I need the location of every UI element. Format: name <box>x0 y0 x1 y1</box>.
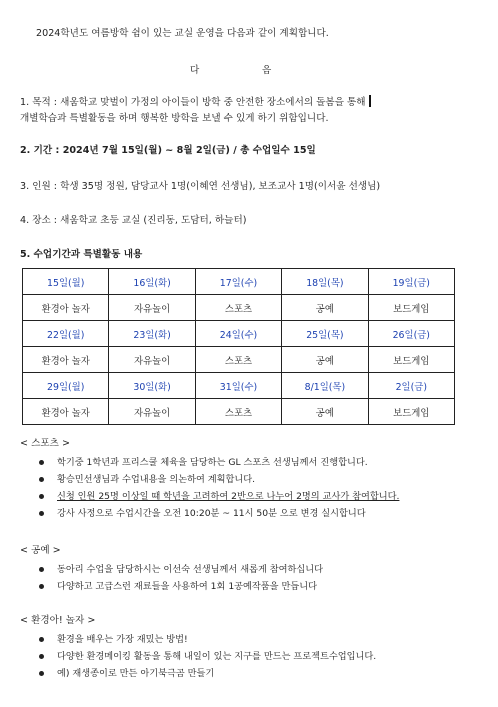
date-cell: 25일(목) <box>282 321 368 347</box>
purpose-line-1-text: 1. 목적 : 새움학교 맞벌이 가정의 아이들이 방학 중 안전한 장소에서의 돌봄을 통해 <box>20 97 366 108</box>
purpose-line-2: 개별학습과 특별활동을 하며 행복한 방학을 보낼 수 있게 하기 위함입니다. <box>20 113 329 124</box>
activity-cell: 보드게임 <box>368 295 454 321</box>
activity-cell: 보드게임 <box>368 399 454 425</box>
table-row-dates <box>23 269 455 295</box>
activity-cell: 환경아 놀자 <box>23 399 109 425</box>
list-item: 다양한 환경메이킹 활동을 통해 내일이 있는 지구를 만드는 프로젝트수업입니다. <box>0 650 376 667</box>
period-text: 2. 기간 : 2024년 7월 15일(월) ~ 8월 2일(금) / 총 수업일수 15일 <box>20 145 316 156</box>
table-row-dates <box>23 321 455 347</box>
staff-text: 3. 인원 : 학생 35명 정원, 담당교사 1명(이혜연 선생님), 보조교사 1명(이서윤 선생님) <box>20 181 381 192</box>
activity-cell: 자유놀이 <box>109 295 195 321</box>
schedule-table <box>22 268 455 425</box>
table-row-activities <box>23 295 455 321</box>
date-cell: 18일(목) <box>282 269 368 295</box>
intro-text: 2024학년도 여름방학 쉼이 있는 교실 운영을 다음과 같이 계획합니다. <box>36 28 329 39</box>
date-cell: 23일(화) <box>109 321 195 347</box>
list-item: 황승민선생님과 수업내용을 의논하여 계획합니다. <box>0 473 399 490</box>
heading-left: 다 <box>190 65 200 76</box>
purpose-line-1 <box>20 95 371 109</box>
activity-cell: 공예 <box>282 399 368 425</box>
date-cell: 22일(월) <box>23 321 109 347</box>
date-cell: 31일(수) <box>195 373 281 399</box>
list-item: 신청 인원 25명 이상일 때 학년을 고려하여 2반으로 나누어 2명의 교사가 참여합니다. <box>0 490 399 507</box>
activity-cell: 보드게임 <box>368 347 454 373</box>
activity-cell: 공예 <box>282 295 368 321</box>
list-item: 환경을 배우는 가장 재밌는 방법! <box>0 633 376 650</box>
activity-cell: 스포츠 <box>195 399 281 425</box>
crafts-list <box>0 563 323 597</box>
sports-list <box>0 456 399 524</box>
env-list <box>0 633 376 684</box>
list-item: 다양하고 고급스런 재료들을 사용하여 1회 1공예작품을 만듭니다 <box>0 580 323 597</box>
sports-section-title: < 스포츠 > <box>20 438 70 449</box>
activity-cell: 스포츠 <box>195 295 281 321</box>
date-cell: 26일(금) <box>368 321 454 347</box>
date-cell: 16일(화) <box>109 269 195 295</box>
list-item: 강사 사정으로 수업시간을 오전 10:20분 ~ 11시 50분 으로 변경 실시합니다 <box>0 507 399 524</box>
activity-cell: 자유놀이 <box>109 347 195 373</box>
list-item: 예) 재생종이로 만든 아기북극곰 만들기 <box>0 667 376 684</box>
date-cell: 15일(월) <box>23 269 109 295</box>
date-cell: 24일(수) <box>195 321 281 347</box>
crafts-section-title: < 공예 > <box>20 545 61 556</box>
date-cell: 8/1일(목) <box>282 373 368 399</box>
schedule-title: 5. 수업기간과 특별활동 내용 <box>20 249 143 260</box>
list-item: 동아리 수업을 담당하시는 이선숙 선생님께서 새롭게 참여하십니다 <box>0 563 323 580</box>
list-item: 학기중 1학년과 프리스쿨 체육을 담당하는 GL 스포츠 선생님께서 진행합니다. <box>0 456 399 473</box>
date-cell: 2일(금) <box>368 373 454 399</box>
activity-cell: 환경아 놀자 <box>23 295 109 321</box>
env-section-title: < 환경아! 놀자 > <box>20 615 96 626</box>
heading-right: 음 <box>262 65 272 76</box>
activity-cell: 스포츠 <box>195 347 281 373</box>
text-cursor <box>369 95 371 107</box>
table-row-dates <box>23 373 455 399</box>
table-row-activities <box>23 347 455 373</box>
place-text: 4. 장소 : 새움학교 초등 교실 (진리동, 도담터, 하늘터) <box>20 215 247 226</box>
activity-cell: 자유놀이 <box>109 399 195 425</box>
activity-cell: 공예 <box>282 347 368 373</box>
date-cell: 29일(월) <box>23 373 109 399</box>
date-cell: 19일(금) <box>368 269 454 295</box>
date-cell: 30일(화) <box>109 373 195 399</box>
table-row-activities <box>23 399 455 425</box>
activity-cell: 환경아 놀자 <box>23 347 109 373</box>
date-cell: 17일(수) <box>195 269 281 295</box>
